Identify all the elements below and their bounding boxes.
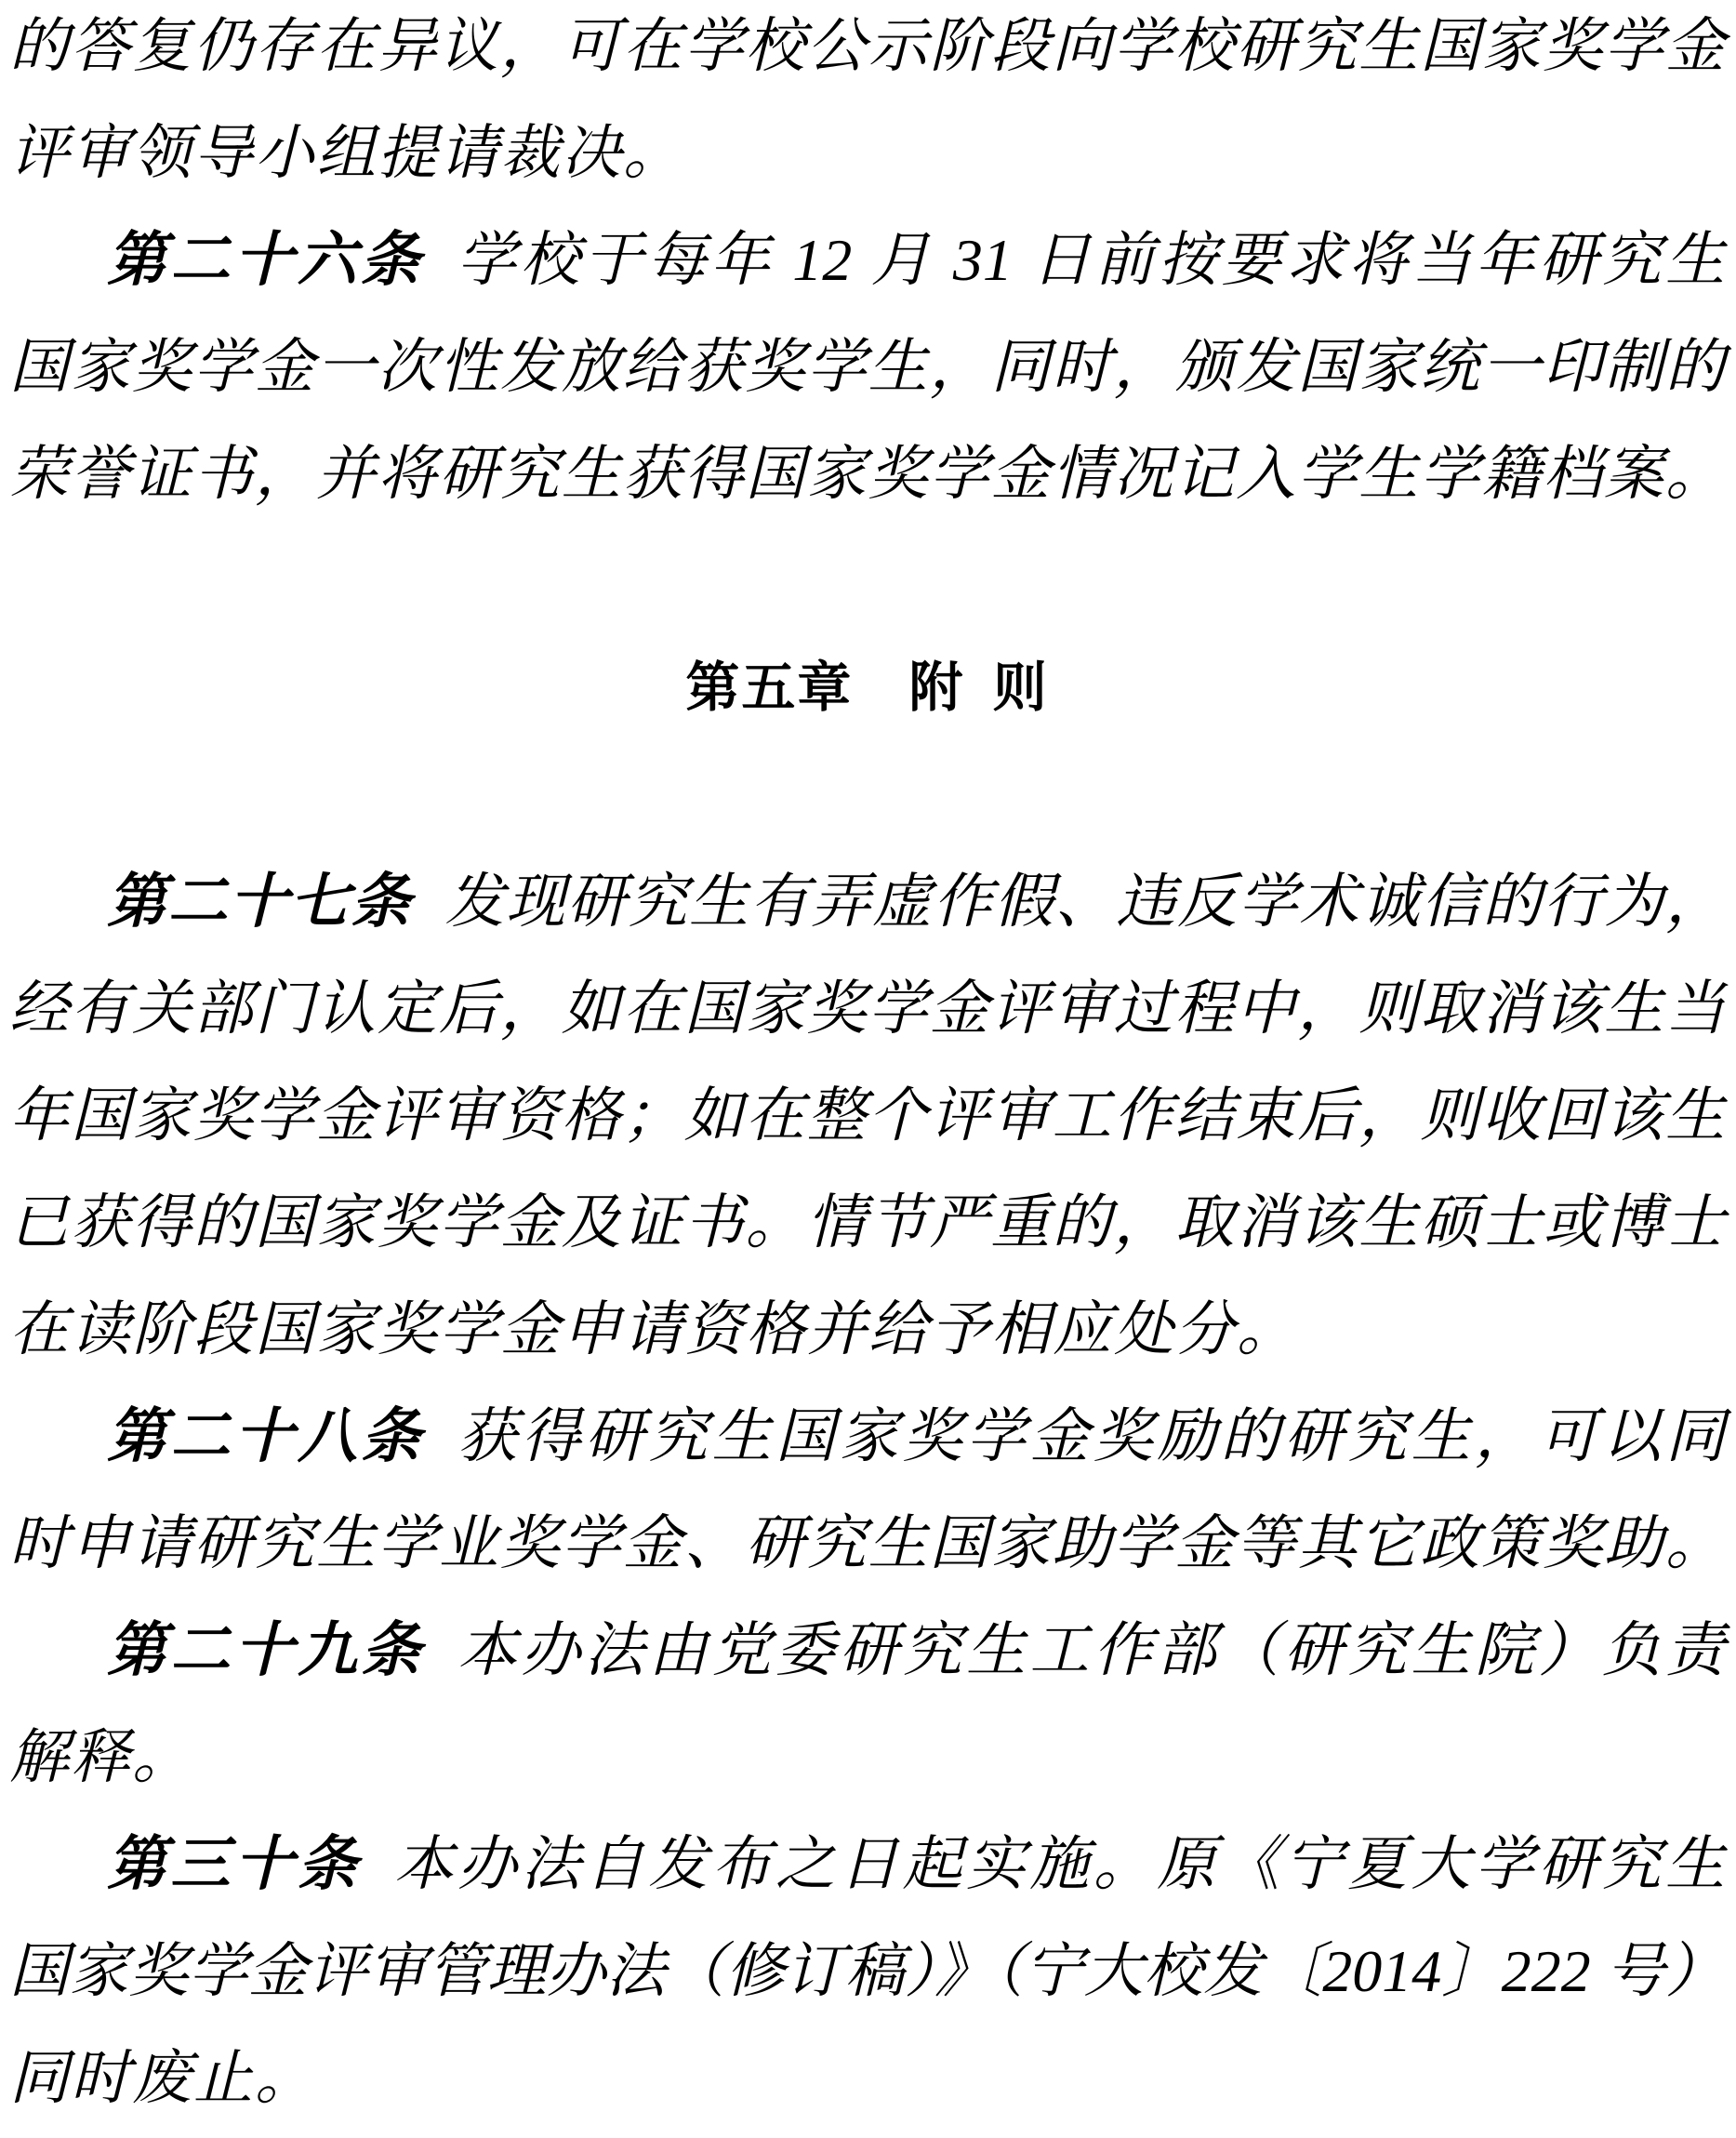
line-text: 获得研究生国家奖学金奖励的研究生，可以同 — [457, 1403, 1726, 1469]
article-number: 第二十六条 — [107, 227, 424, 293]
line-text: 解释。 — [9, 1724, 193, 1790]
text-line — [9, 100, 1725, 206]
line-text: 国家奖学金评审管理办法（修订稿）》（宁大校发〔2014〕222 号） — [9, 1938, 1725, 2004]
line-text: 同时废止。 — [9, 2045, 316, 2111]
line-text: 在读阶段国家奖学金申请资格并给予相应处分。 — [9, 1296, 1298, 1362]
text-line — [9, 848, 1725, 955]
line-text: 评审领导小组提请裁决。 — [9, 120, 684, 186]
line-text: 年国家奖学金评审资格；如在整个评审工作结束后，则收回该生 — [9, 1082, 1725, 1149]
text-line — [9, 206, 1725, 313]
article-number: 第三十条 — [107, 1831, 362, 1897]
text-line — [9, 1811, 1725, 1918]
text-line — [9, 1062, 1725, 1169]
article-number: 第二十九条 — [107, 1617, 425, 1683]
line-text: 本办法自发布之日起实施。原《宁夏大学研究生 — [393, 1831, 1725, 1897]
text-line — [9, 1918, 1725, 2025]
line-text: 的答复仍存在异议，可在学校公示阶段向学校研究生国家奖学金 — [9, 13, 1725, 79]
text-line — [9, 0, 1725, 100]
text-line — [9, 420, 1725, 527]
line-text: 荣誉证书，并将研究生获得国家奖学金情况记入学生学籍档案。 — [9, 441, 1725, 507]
chapter-heading — [9, 634, 1725, 741]
text-line — [9, 1490, 1725, 1597]
text-line — [9, 313, 1725, 420]
chapter-heading-text: 第五章 附 则 — [685, 657, 1049, 718]
line-text: 时申请研究生学业奖学金、研究生国家助学金等其它政策奖助。 — [9, 1510, 1725, 1576]
line-text: 经有关部门认定后，如在国家奖学金评审过程中，则取消该生当 — [9, 976, 1725, 1042]
line-text: 发现研究生有弄虚作假、违反学术诚信的行为， — [444, 869, 1726, 935]
article-number: 第二十八条 — [107, 1403, 425, 1469]
text-line — [9, 1383, 1725, 1490]
text-line — [9, 2025, 1725, 2131]
text-line — [9, 1169, 1725, 1276]
blank-line — [9, 741, 1725, 848]
line-text: 国家奖学金一次性发放给获奖学生，同时，颁发国家统一印制的 — [9, 334, 1725, 400]
line-text: 已获得的国家奖学金及证书。情节严重的，取消该生硕士或博士 — [9, 1189, 1725, 1255]
article-number: 第二十七条 — [107, 869, 413, 935]
text-block — [9, 0, 1725, 2131]
blank-line — [9, 527, 1725, 634]
line-text: 学校于每年 12 月 31 日前按要求将当年研究生 — [457, 227, 1726, 293]
text-line — [9, 1704, 1725, 1811]
text-line — [9, 1276, 1725, 1383]
line-text: 本办法由党委研究生工作部（研究生院）负责 — [457, 1617, 1726, 1683]
text-line — [9, 1597, 1725, 1704]
text-line — [9, 955, 1725, 1062]
